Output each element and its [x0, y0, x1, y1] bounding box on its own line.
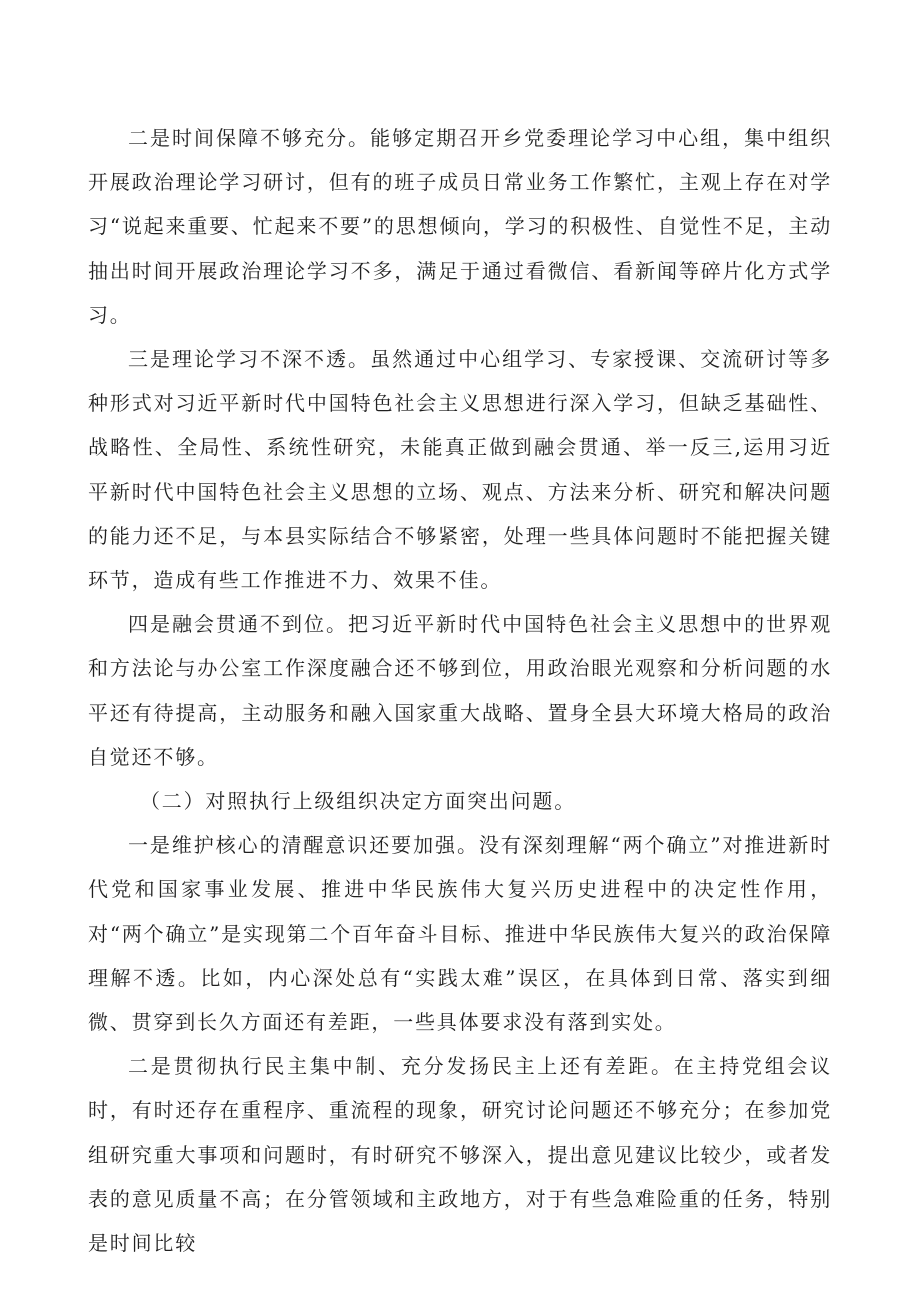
paragraph-democratic-centralism: 二是贯彻执行民主集中制、充分发扬民主上还有差距。在主持党组会议时，有时还存在重程序、重流程的现象，研究讨论问题还不够充分；在参加党组研究重大事项和问题时，有时研究不够深入，提出意见建议比较少，或者发表的意见质量不高；在分管领域和主政地方，对于有些急难险重的任务，特别是时间比较: [88, 1054, 832, 1256]
document-body: [88, 116, 832, 1265]
paragraph-core-awareness: 一是维护核心的清醒意识还要加强。没有深刻理解“两个确立”对推进新时代党和国家事业发展、推进中华民族伟大复兴历史进程中的决定性作用，对“两个确立”是实现第二个百年奋斗目标、推进中华民族伟大复兴的政治保障理解不透。比如，内心深处总有“实践太难”误区，在具体到日常、落实到细微、贯穿到长久方面还有差距，一些具体要求没有落到实处。: [88, 833, 832, 1035]
section-heading-2: （二）对照执行上级组织决定方面突出问题。: [140, 789, 576, 814]
paragraph-theory-study: 三是理论学习不深不透。虽然通过中心组学习、专家授课、交流研讨等多种形式对习近平新时代中国特色社会主义思想进行深入学习，但缺乏基础性、战略性、全局性、系统性研究，未能真正做到融会贯通、举一反三,运用习近平新时代中国特色社会主义思想的立场、观点、方法来分析、研究和解决问题的能力还不足，与本县实际结合不够紧密，处理一些具体问题时不能把握关键环节，造成有些工作推进不力、效果不佳。: [88, 347, 832, 593]
paragraph-time-guarantee: 二是时间保障不够充分。能够定期召开乡党委理论学习中心组，集中组织开展政治理论学习研讨，但有的班子成员日常业务工作繁忙，主观上存在对学习“说起来重要、忙起来不要”的思想倾向，学习的积极性、自觉性不足，主动抽出时间开展政治理论学习不多，满足于通过看微信、看新闻等碎片化方式学习。: [88, 126, 832, 327]
paragraph-integration: 四是融会贯通不到位。把习近平新时代中国特色社会主义思想中的世界观和方法论与办公室工作深度融合还不够到位，用政治眼光观察和分析问题的水平还有待提高，主动服务和融入国家重大战略、置身全县大环境大格局的政治自觉还不够。: [88, 612, 832, 769]
